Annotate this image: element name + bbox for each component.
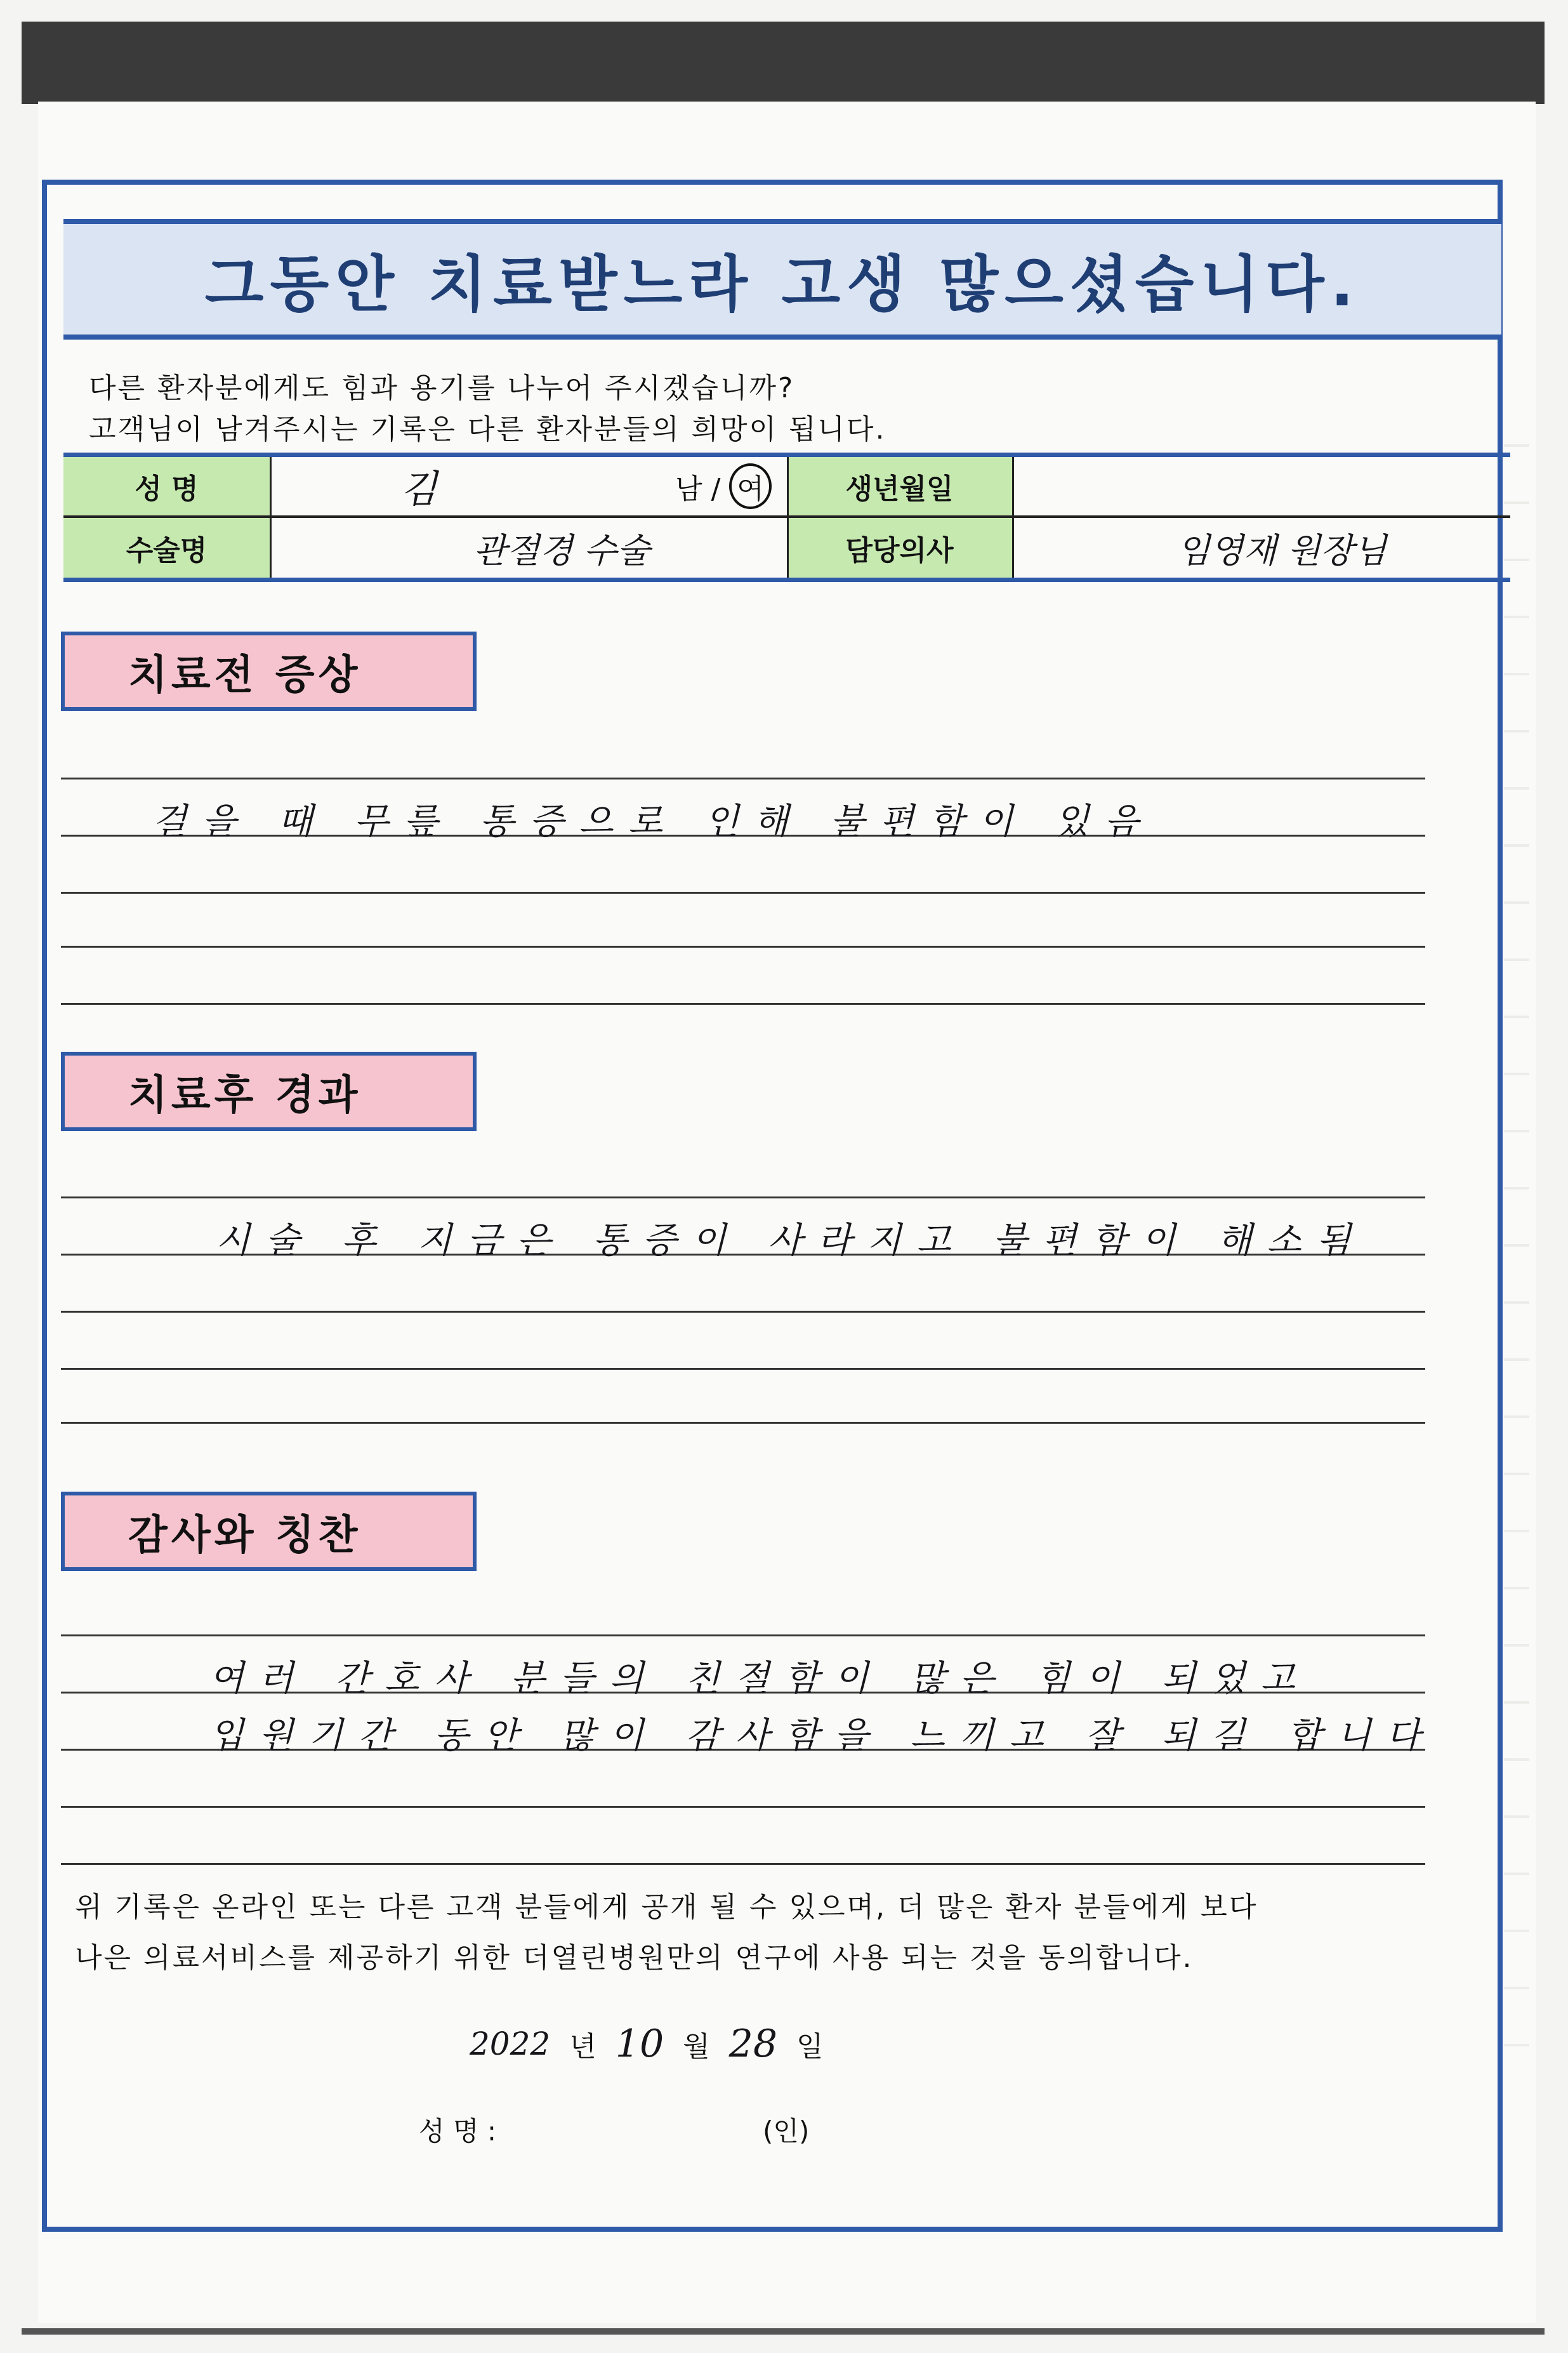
section-before-title: 치료전 증상 — [61, 632, 477, 711]
date-year[interactable]: 2022 — [470, 2025, 551, 2062]
scan-edge-bottom — [22, 2328, 1545, 2335]
surgery-label: 수술명 — [63, 518, 270, 578]
writing-rule — [61, 1422, 1425, 1424]
writing-rule — [61, 1863, 1425, 1865]
birthdate-value[interactable] — [1012, 457, 1510, 515]
date-line — [470, 2022, 824, 2066]
doctor-label: 담당의사 — [787, 518, 1012, 578]
table-col-divider — [787, 457, 789, 578]
scan-edge-top — [22, 22, 1545, 104]
table-col-divider — [1012, 457, 1014, 578]
section-thanks-title: 감사와 칭찬 — [61, 1492, 477, 1571]
seal-label[interactable]: (인) — [763, 2116, 810, 2147]
writing-rule — [61, 946, 1425, 948]
gender-male[interactable]: 남 / — [675, 473, 730, 505]
after-handwriting-line-1[interactable]: 시술 후 지금은 통증이 사라지고 불편함이 해소됨 — [216, 1220, 1366, 1261]
date-year-unit: 년 — [569, 2031, 596, 2063]
writing-rule — [61, 1634, 1425, 1636]
section-after-title: 치료후 경과 — [61, 1052, 477, 1131]
intro-line-2: 고객님이 남겨주시는 기록은 다른 환자분들의 희망이 됩니다. — [89, 413, 886, 446]
writing-rule — [61, 1311, 1425, 1313]
writing-rule — [61, 1368, 1425, 1370]
writing-rule — [61, 1806, 1425, 1808]
date-month-unit: 월 — [683, 2031, 710, 2063]
date-day[interactable]: 28 — [728, 2022, 777, 2066]
writing-rule — [61, 1003, 1425, 1005]
patient-info-table — [63, 453, 1510, 582]
signature-label: 성 명 : — [419, 2116, 496, 2147]
title-band — [63, 219, 1501, 340]
table-col-divider — [270, 457, 272, 578]
consent-line-2: 나은 의료서비스를 제공하기 위한 더열린병원만의 연구에 사용 되는 것을 동의합니다. — [75, 1942, 1194, 1974]
writing-rule — [61, 892, 1425, 894]
writing-rule — [61, 778, 1425, 779]
bleed-through-artifact — [1504, 444, 1529, 2095]
before-handwriting-line-1[interactable]: 걸을 때 무릎 통증으로 인해 불편함이 있음 — [152, 801, 1154, 842]
writing-rule — [61, 1196, 1425, 1198]
doctor-value[interactable]: 임영재 원장님 — [1176, 530, 1387, 571]
consent-line-1: 위 기록은 온라인 또는 다른 고객 분들에게 공개 될 수 있으며, 더 많은 환자 분들에게 보다 — [75, 1891, 1258, 1923]
name-label: 성 명 — [63, 457, 270, 515]
name-value[interactable]: 김 — [400, 467, 437, 512]
surgery-value[interactable]: 관절경 수술 — [473, 530, 650, 571]
form-title: 그동안 치료받느라 고생 많으셨습니다. — [204, 248, 1360, 320]
thanks-handwriting-line-1[interactable]: 여러 간호사 분들의 친절함이 많은 힘이 되었고 — [209, 1658, 1310, 1699]
signature-line — [419, 2111, 809, 2149]
date-day-unit: 일 — [796, 2031, 824, 2063]
gender-options[interactable] — [660, 457, 787, 515]
intro-line-1: 다른 환자분에게도 힘과 용기를 나누어 주시겠습니까? — [89, 372, 795, 404]
gender-selected[interactable]: 여 — [729, 463, 772, 509]
birthdate-label: 생년월일 — [787, 457, 1012, 515]
date-month[interactable]: 10 — [615, 2022, 664, 2066]
thanks-handwriting-line-2[interactable]: 입원기간 동안 많이 감사함을 느끼고 잘 되길 합니다 — [209, 1715, 1436, 1756]
